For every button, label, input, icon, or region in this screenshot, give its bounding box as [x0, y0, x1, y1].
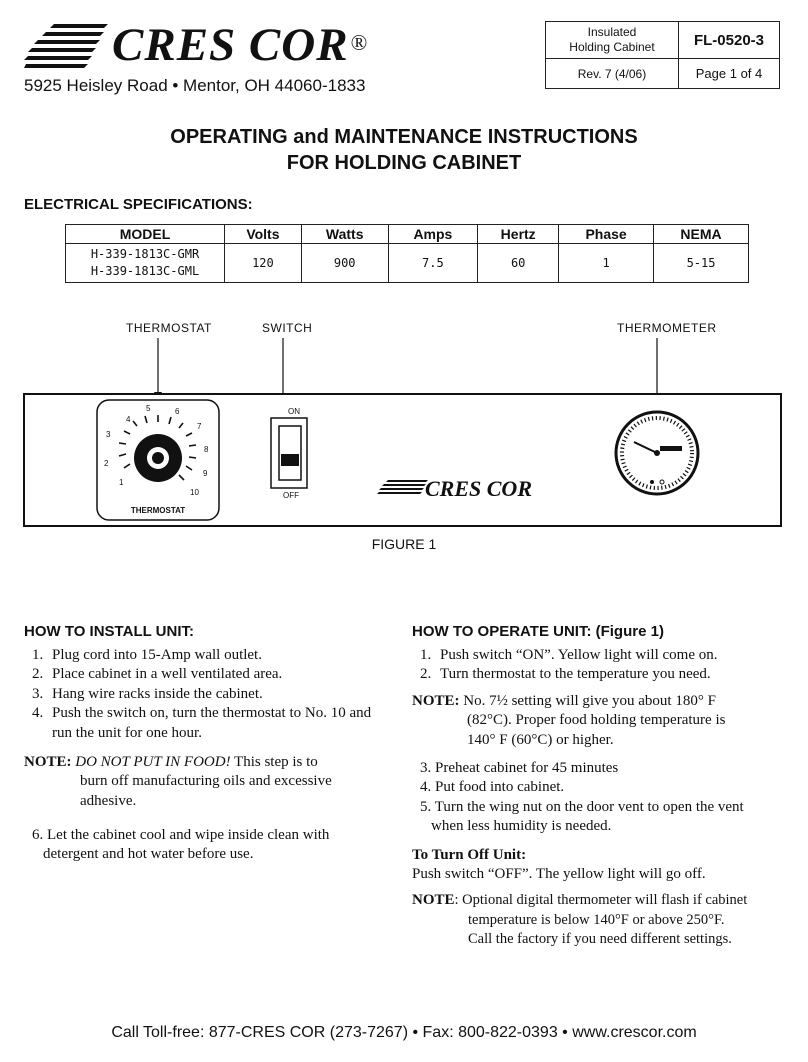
install-step-3: 3. Hang wire racks inside the cabinet.: [32, 685, 263, 702]
operate-note2-line3: Call the factory if you need different settings.: [468, 931, 732, 947]
thermostat-knob-center: [152, 452, 164, 464]
title-line1: OPERATING and MAINTENANCE INSTRUCTIONS: [170, 126, 638, 148]
operate-steps-continued: [420, 759, 800, 837]
thermostat-caption: THERMOSTAT: [130, 506, 186, 515]
install-note-warning: DO NOT PUT IN FOOD!: [75, 754, 231, 770]
rocker-switch-dark-half: [281, 454, 299, 466]
panel-brand: CRES COR: [425, 476, 532, 501]
label-switch: SWITCH: [262, 321, 313, 335]
thermometer-marker-icon: [650, 480, 654, 484]
install-heading: HOW TO INSTALL UNIT:: [24, 623, 194, 640]
install-note-line2: burn off manufacturing oils and excessive: [80, 773, 332, 790]
operate-note-line3: 140° F (60°C) or higher.: [467, 731, 614, 748]
electrical-specs-table: [65, 224, 749, 283]
model-1: H-339-1813C-GMR: [90, 247, 200, 261]
col-volts: Volts: [225, 225, 302, 244]
doc-type-line2: Holding Cabinet: [569, 40, 655, 54]
cell-phase: 1: [559, 244, 654, 283]
cell-hertz: 60: [478, 244, 559, 283]
install-note-label: NOTE:: [24, 754, 72, 770]
title-line2: FOR HOLDING CABINET: [286, 152, 522, 174]
label-thermostat: THERMOSTAT: [126, 321, 212, 335]
doc-type: [546, 22, 679, 59]
install-step-6: [32, 826, 392, 865]
dial-number-1: 1: [119, 478, 124, 487]
operate-step-5-cont: when less humidity is needed.: [431, 818, 612, 835]
doc-page: Page 1 of 4: [679, 59, 780, 89]
document-info-table: [545, 21, 780, 89]
thermometer-pivot: [654, 450, 660, 456]
operate-note-line1: No. 7½ setting will give you about 180° F: [463, 693, 716, 709]
footer-contact: Call Toll-free: 877-CRES COR (273-7267) • Fax: 800-822-0393 • www.crescor.com: [111, 1024, 697, 1041]
dial-number-6: 6: [175, 407, 180, 416]
cell-watts: 900: [301, 244, 388, 283]
turn-off-text: Push switch “OFF”. The yellow light will go off.: [412, 866, 706, 883]
brand-logo-stripes-icon: [24, 22, 110, 70]
dial-number-7: 7: [197, 422, 202, 431]
dial-number-3: 3: [106, 430, 111, 439]
turn-off-heading: To Turn Off Unit:: [412, 847, 527, 863]
install-steps: [32, 646, 382, 743]
dial-number-10: 10: [190, 488, 199, 497]
operate-note: [412, 692, 792, 750]
operate-note-2: [412, 891, 797, 950]
control-panel-diagram: [0, 330, 808, 530]
turn-off-section: [412, 846, 792, 885]
switch-off-label: OFF: [283, 491, 299, 500]
label-thermometer: THERMOMETER: [617, 321, 717, 335]
col-phase: Phase: [559, 225, 654, 244]
cell-volts: 120: [225, 244, 302, 283]
dial-number-2: 2: [104, 459, 109, 468]
col-watts: Watts: [301, 225, 388, 244]
col-model: MODEL: [66, 225, 225, 244]
figure-caption: FIGURE 1: [371, 536, 437, 552]
dial-number-9: 9: [203, 469, 208, 478]
operate-step-2: 2. Turn thermostat to the temperature you need.: [420, 666, 711, 683]
specs-heading: ELECTRICAL SPECIFICATIONS:: [24, 196, 253, 213]
doc-number: FL-0520-3: [679, 22, 780, 59]
brand-logo: [112, 18, 368, 72]
install-step-4: 4. Push the switch on, turn the thermostat to No. 10 and run the unit for one hour.: [32, 705, 372, 741]
operate-step-4: 4. Put food into cabinet.: [420, 779, 565, 796]
brand-name: CRES COR: [112, 19, 349, 71]
company-address: 5925 Heisley Road • Mentor, OH 44060-1833: [24, 76, 366, 95]
registered-mark: ®: [350, 30, 369, 55]
operate-step-3: 3. Preheat cabinet for 45 minutes: [420, 760, 619, 776]
operate-note-line2: (82°C). Proper food holding temperature is: [467, 712, 726, 729]
col-amps: Amps: [388, 225, 478, 244]
thermometer-brand-mark-icon: [660, 446, 682, 451]
install-note-line3: adhesive.: [80, 792, 137, 809]
install-step-6-line2: detergent and hot water before use.: [43, 846, 254, 863]
dial-number-4: 4: [126, 415, 131, 424]
doc-revision: Rev. 7 (4/06): [546, 59, 679, 89]
install-note: [24, 753, 384, 811]
operate-section: [420, 646, 790, 685]
col-hertz: Hertz: [478, 225, 559, 244]
model-2: H-339-1813C-GML: [90, 264, 200, 278]
operate-heading: HOW TO OPERATE UNIT: (Figure 1): [412, 623, 664, 640]
operate-step-5: 5. Turn the wing nut on the door vent to open the vent: [420, 798, 744, 815]
page-title: [0, 124, 808, 176]
install-note-line1: This step is to: [230, 754, 318, 770]
rocker-switch[interactable]: [279, 426, 301, 480]
operate-step-1: 1. Push switch “ON”. Yellow light will come on.: [420, 647, 718, 663]
operate-note2-label: NOTE: [412, 892, 455, 908]
cell-model: [66, 244, 225, 283]
operate-note-label: NOTE:: [412, 693, 460, 709]
switch-on-label: ON: [288, 407, 300, 416]
doc-type-line1: Insulated: [587, 25, 637, 39]
specs-data-row: [66, 244, 749, 283]
cell-nema: 5-15: [654, 244, 749, 283]
col-nema: NEMA: [654, 225, 749, 244]
install-step-6-line1: 6. Let the cabinet cool and wipe inside clean with: [32, 827, 330, 843]
operate-note2-line2: temperature is below 140°F or above 250°F.: [468, 911, 725, 928]
cell-amps: 7.5: [388, 244, 478, 283]
install-section: [32, 646, 382, 743]
install-step-1: 1. Plug cord into 15-Amp wall outlet.: [32, 647, 262, 663]
operate-steps: [420, 646, 790, 685]
operate-note2-line1: : Optional digital thermometer will flash if cabinet: [454, 892, 748, 908]
specs-header-row: [66, 225, 749, 244]
install-step-2: 2. Place cabinet in a well ventilated area.: [32, 666, 283, 683]
dial-number-8: 8: [204, 445, 209, 454]
dial-number-5: 5: [146, 404, 151, 413]
